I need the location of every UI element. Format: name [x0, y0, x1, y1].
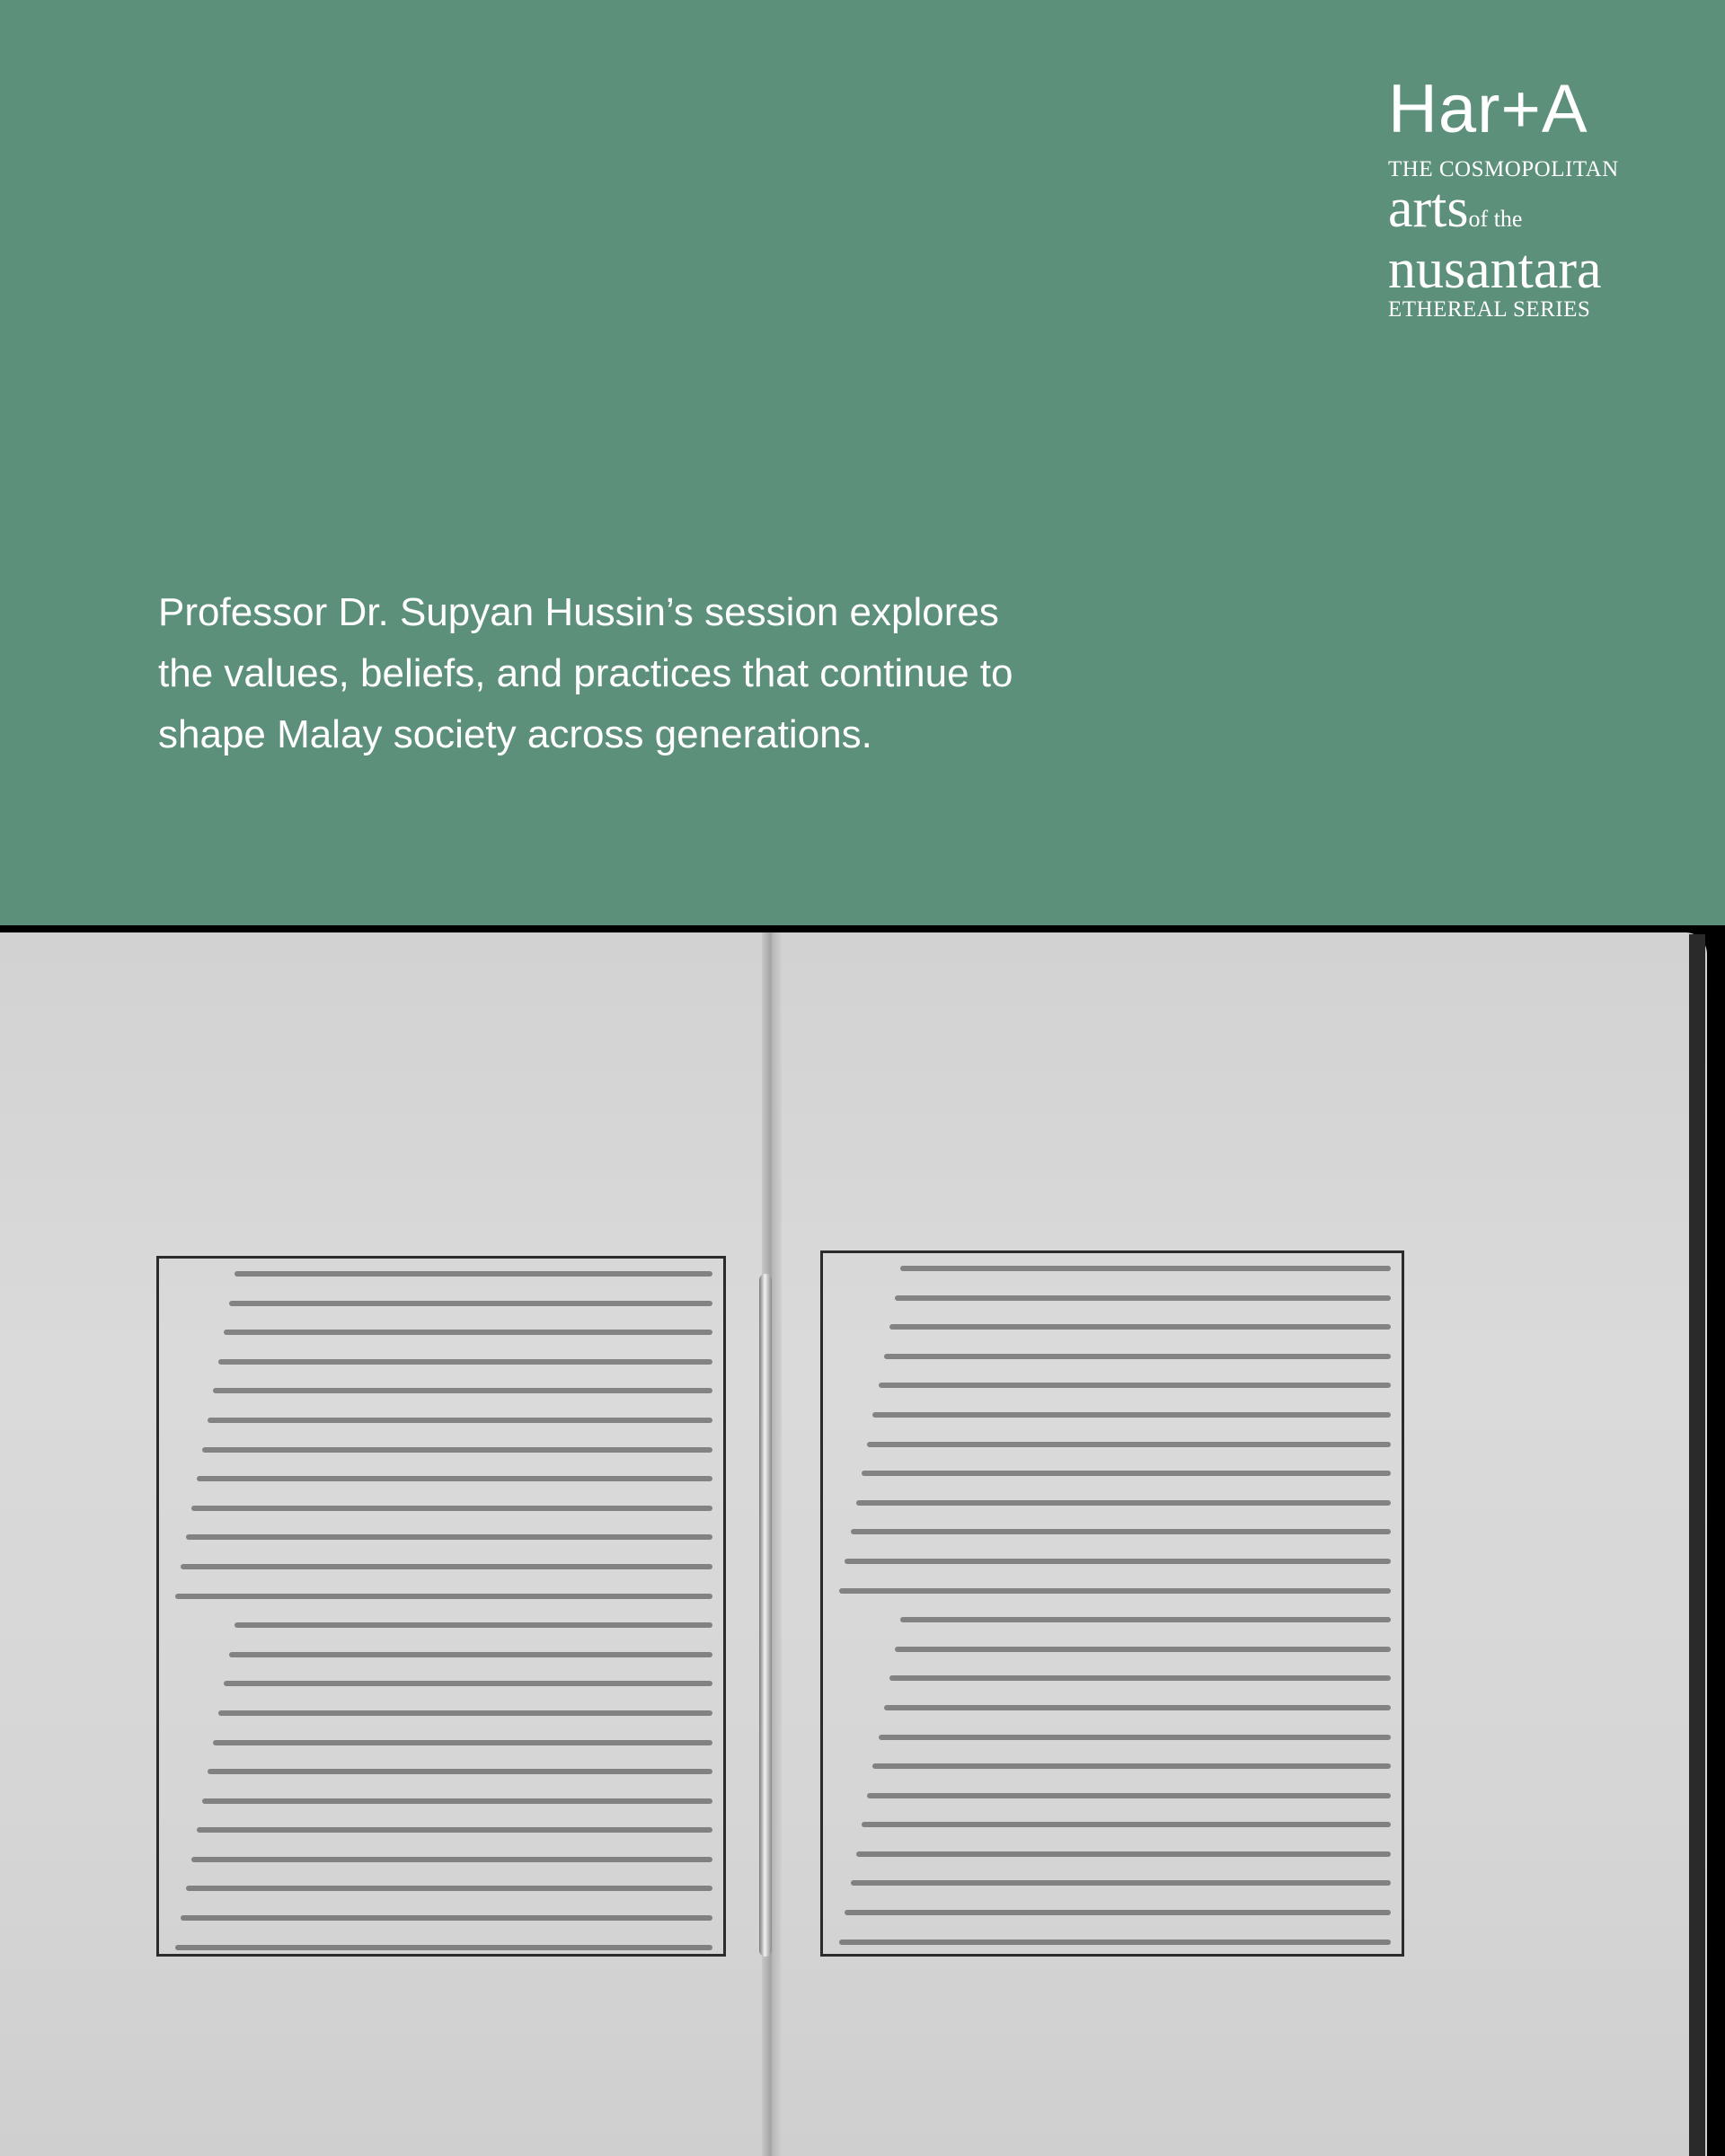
manuscript-text-line — [856, 1851, 1391, 1857]
manuscript-text-line — [895, 1647, 1391, 1652]
manuscript-text-line — [867, 1442, 1391, 1447]
manuscript-text-line — [851, 1529, 1391, 1534]
manuscript-text-line — [213, 1388, 712, 1393]
manuscript-text-line — [224, 1681, 712, 1686]
green-header-panel — [0, 0, 1725, 925]
logo-wordmark: Har+A — [1388, 71, 1588, 147]
logo-arts: arts — [1388, 178, 1469, 239]
manuscript-text-line — [839, 1940, 1391, 1945]
manuscript-text-line — [175, 1945, 712, 1950]
manuscript-text-line — [867, 1793, 1391, 1798]
manuscript-text-line — [181, 1564, 712, 1569]
manuscript-text-line — [872, 1763, 1391, 1769]
session-description: Professor Dr. Supyan Hussin’s session explores the values, beliefs, and practices that continue to shape Malay society across generations. — [158, 590, 1013, 756]
manuscript-text-line — [186, 1534, 712, 1540]
manuscript-text-line — [218, 1359, 712, 1365]
manuscript-text-line — [224, 1330, 712, 1335]
manuscript-text-line — [202, 1798, 712, 1804]
manuscript-text-line — [884, 1705, 1391, 1710]
logo-tagline-top: THE COSMOPOLITAN — [1388, 157, 1619, 181]
manuscript-text-line — [197, 1476, 712, 1481]
manuscript-text-line — [181, 1915, 712, 1921]
manuscript-text-line — [208, 1769, 712, 1774]
manuscript-text-line — [229, 1652, 712, 1657]
harta-logo — [1388, 72, 1631, 325]
logo-nusantara: nusantara — [1388, 239, 1602, 300]
manuscript-text-line — [879, 1383, 1391, 1388]
manuscript-photo — [0, 925, 1725, 2156]
manuscript-text-line — [234, 1622, 712, 1628]
manuscript-text-line — [234, 1271, 712, 1277]
manuscript-text-line — [186, 1886, 712, 1891]
manuscript-text-line — [218, 1710, 712, 1716]
manuscript-text-line — [889, 1324, 1391, 1330]
manuscript-text-line — [884, 1354, 1391, 1359]
logo-series: ETHEREAL SERIES — [1388, 297, 1591, 322]
manuscript-text-line — [208, 1418, 712, 1423]
manuscript-text-line — [839, 1588, 1391, 1594]
manuscript-text-line — [895, 1295, 1391, 1301]
manuscript-text-line — [900, 1266, 1391, 1271]
page-edge-shadow — [1689, 934, 1705, 2156]
manuscript-text-line — [213, 1740, 712, 1745]
manuscript-text-line — [862, 1471, 1391, 1476]
manuscript-text-line — [889, 1675, 1391, 1681]
book-binding-thread — [759, 1274, 772, 1957]
manuscript-text-line — [856, 1500, 1391, 1506]
manuscript-text-line — [191, 1857, 712, 1862]
manuscript-text-line — [872, 1412, 1391, 1418]
jawi-text-block-left — [156, 1256, 726, 1957]
manuscript-text-line — [900, 1617, 1391, 1622]
manuscript-text-line — [845, 1559, 1391, 1564]
logo-of-the: of the — [1468, 206, 1523, 232]
manuscript-text-line — [845, 1910, 1391, 1915]
manuscript-text-line — [202, 1447, 712, 1453]
logo-arts-line — [1388, 178, 1631, 244]
manuscript-text-line — [175, 1594, 712, 1599]
manuscript-text-line — [191, 1506, 712, 1511]
manuscript-text-line — [862, 1822, 1391, 1827]
manuscript-text-line — [197, 1827, 712, 1833]
jawi-text-block-right — [820, 1250, 1404, 1957]
manuscript-text-line — [229, 1301, 712, 1306]
manuscript-text-line — [851, 1880, 1391, 1886]
manuscript-text-line — [879, 1735, 1391, 1740]
